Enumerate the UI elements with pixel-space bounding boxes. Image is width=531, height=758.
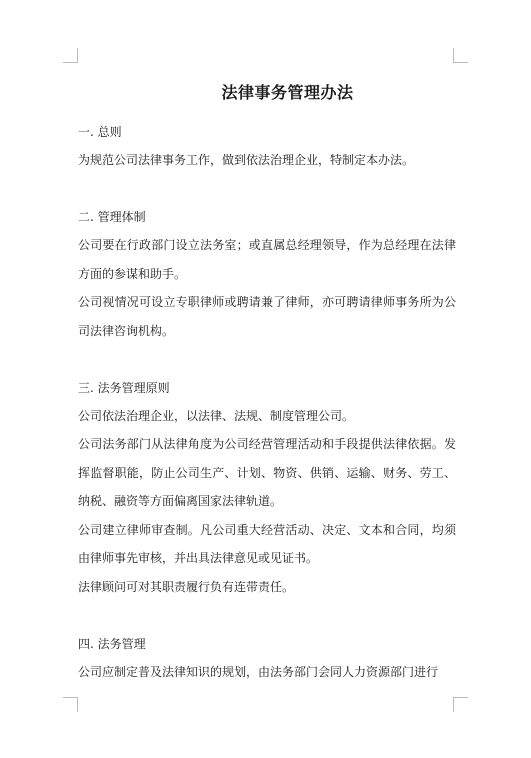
section-spacer	[78, 601, 456, 630]
section-heading: 四. 法务管理	[78, 636, 146, 651]
section-spacer	[78, 175, 456, 204]
section-management-system	[78, 203, 456, 345]
crop-mark-top-left	[63, 48, 78, 63]
crop-mark-bottom-right	[453, 697, 468, 712]
paragraph: 法律顾问可对其职责履行负有连带责任。	[78, 579, 295, 594]
paragraph: 公司建立律师审查制。凡公司重大经营活动、决定、文本和合同，均须由律师事先审核，并出具法律意见或见证书。	[78, 522, 456, 565]
document-title: 法律事务管理办法	[221, 83, 354, 102]
section-heading: 三. 法务管理原则	[78, 380, 170, 395]
paragraph: 为规范公司法律事务工作，做到依法治理企业，特制定本办法。	[78, 153, 415, 167]
paragraph: 公司要在行政部门设立法务室；或直属总经理领导，作为总经理在法律方面的参谋和助手。	[78, 238, 456, 281]
section-heading: 二. 管理体制	[78, 210, 146, 224]
crop-mark-top-right	[453, 48, 468, 63]
paragraph: 公司视情况可设立专职律师或聘请兼了律师，亦可聘请律师事务所为公司法律咨询机构。	[78, 295, 456, 338]
section-general	[78, 118, 456, 175]
section-legal-management	[78, 630, 456, 687]
section-heading: 一. 总则	[78, 125, 122, 139]
paragraph: 公司依法治理企业，以法律、法规、制度管理公司。	[78, 408, 355, 423]
paragraph: 公司法务部门从法律角度为公司经营管理活动和手段提供法律依据。发挥监督职能，防止公司生产、计划、物资、供销、运输、财务、劳工、纳税、融资等方面偏离国家法律轨道。	[78, 437, 456, 508]
crop-mark-bottom-left	[63, 697, 78, 712]
document-body	[78, 118, 456, 686]
paragraph: 公司应制定普及法律知识的规划，由法务部门会同人力资源部门进行	[78, 664, 439, 679]
section-legal-principles	[78, 374, 456, 602]
section-spacer	[78, 345, 456, 374]
